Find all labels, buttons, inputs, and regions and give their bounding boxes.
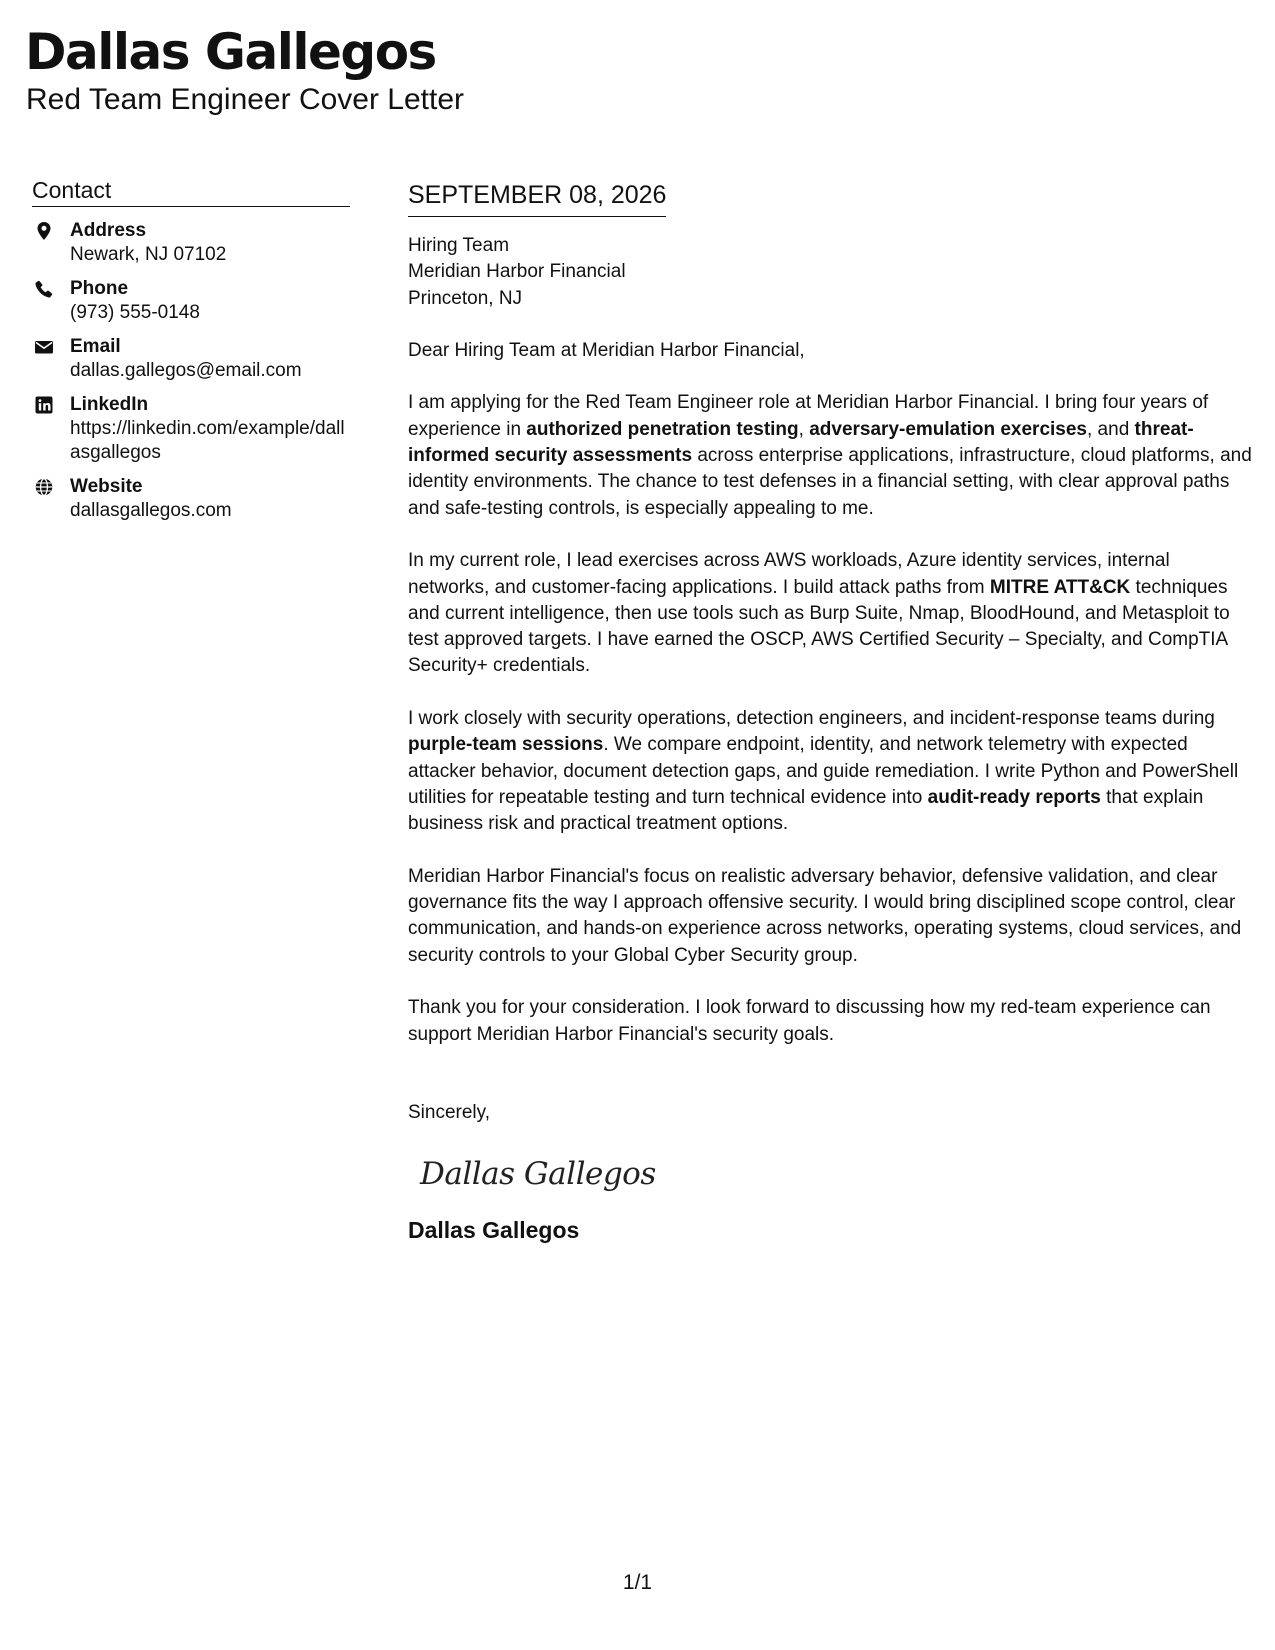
document-subtitle: Red Team Engineer Cover Letter: [26, 83, 465, 116]
emphasis-text: purple-team sessions: [408, 734, 604, 756]
address-value: Newark, NJ 07102: [70, 244, 227, 265]
contact-label: Phone: [70, 278, 129, 299]
body-paragraph: [408, 390, 1254, 521]
page-number: 1/1: [622, 1571, 653, 1594]
contact-linkedin: [32, 393, 350, 465]
body-paragraph: [408, 995, 1254, 1048]
body-paragraph: [408, 548, 1254, 679]
paragraph-text: that explain business risk and practical treatment options.: [408, 786, 1204, 835]
signer-name: Dallas Gallegos: [408, 1217, 580, 1244]
recipient-company: Meridian Harbor Financial: [408, 261, 626, 283]
recipient-block: [408, 233, 1254, 312]
website-value[interactable]: dallasgallegos.com: [70, 500, 232, 521]
contact-heading: Contact: [32, 176, 350, 207]
paragraph-text: ,: [798, 418, 810, 440]
emphasis-text: MITRE ATT&CK: [989, 576, 1131, 598]
linkedin-icon: [34, 395, 54, 415]
letter-body: [408, 180, 1254, 1244]
paragraph-text: , and: [1087, 418, 1135, 440]
emphasis-text: adversary-emulation exercises: [809, 418, 1087, 440]
email-icon: [34, 337, 54, 357]
closing: Sincerely,: [408, 1101, 491, 1123]
contact-label: Email: [70, 336, 121, 357]
contact-sidebar: [32, 176, 350, 523]
paragraph-text: Thank you for your consideration. I look forward to discussing how my red-team experience can support Meridian Harbor Financial's security goals.: [408, 997, 1211, 1045]
salutation: Dear Hiring Team at Meridian Harbor Financial,: [408, 339, 805, 361]
contact-phone: [32, 277, 350, 325]
globe-icon: [34, 477, 54, 497]
paragraph-text: across enterprise applications, infrastructure, cloud platforms, and identity environments. The chance to test defenses in a financial setting, with clear approval paths and safe-testing controls, is especially appealing to me.: [408, 445, 1252, 519]
contact-address: [32, 219, 350, 267]
emphasis-text: authorized penetration testing: [526, 418, 799, 440]
contact-label: Website: [70, 476, 143, 497]
paragraph-text: I work closely with security operations, detection engineers, and incident-response teams during: [408, 708, 1215, 730]
phone-value: (973) 555-0148: [70, 302, 200, 323]
emphasis-text: threat-informed security assessments: [408, 418, 1194, 467]
paragraph-text: Meridian Harbor Financial's focus on realistic adversary behavior, defensive validation, and clear governance fits the way I approach offensive security. I would bring disciplined scope control, clear communication, and hands-on experience across networks, operating systems, cloud services, and security controls to your Global Cyber Security group.: [408, 865, 1242, 966]
phone-icon: [34, 279, 54, 299]
body-paragraph: [408, 706, 1254, 837]
handwritten-signature: [416, 1148, 656, 1198]
contact-website: [32, 475, 350, 523]
emphasis-text: audit-ready reports: [927, 786, 1101, 808]
linkedin-value[interactable]: https://linkedin.com/example/dallasgallegos: [70, 418, 345, 463]
contact-label: Address: [70, 220, 147, 241]
recipient-name: Hiring Team: [408, 235, 510, 256]
contact-email: [32, 335, 350, 383]
paragraph-text: . We compare endpoint, identity, and network telemetry with expected attacker behavior, document detection gaps, and guide remediation. I write Python and PowerShell utilities for repeatable testing and turn technical evidence into: [408, 734, 1239, 808]
email-value[interactable]: dallas.gallegos@email.com: [70, 360, 302, 381]
paragraph-text: In my current role, I lead exercises across AWS workloads, Azure identity services, internal networks, and customer-facing applications. I build attack paths from: [408, 550, 1170, 598]
body-paragraph: [408, 864, 1254, 969]
recipient-location: Princeton, NJ: [408, 287, 523, 309]
map-pin-icon: [34, 221, 54, 241]
letter-date: SEPTEMBER 08, 2026: [408, 180, 666, 217]
svg-text:Dallas Gallegos: Dallas Gallegos: [420, 1156, 656, 1193]
paragraph-text: I am applying for the Red Team Engineer role at Meridian Harbor Financial. I bring four years of experience in: [408, 392, 1209, 440]
applicant-name: Dallas Gallegos: [25, 23, 436, 81]
paragraph-text: techniques and current intelligence, then use tools such as Burp Suite, Nmap, BloodHound, and Metasploit to test approved targets. I have earned the OSCP, AWS Certified Security – Specialty, and CompTIA Security+ credentials.: [408, 576, 1230, 677]
contact-label: LinkedIn: [70, 394, 149, 415]
